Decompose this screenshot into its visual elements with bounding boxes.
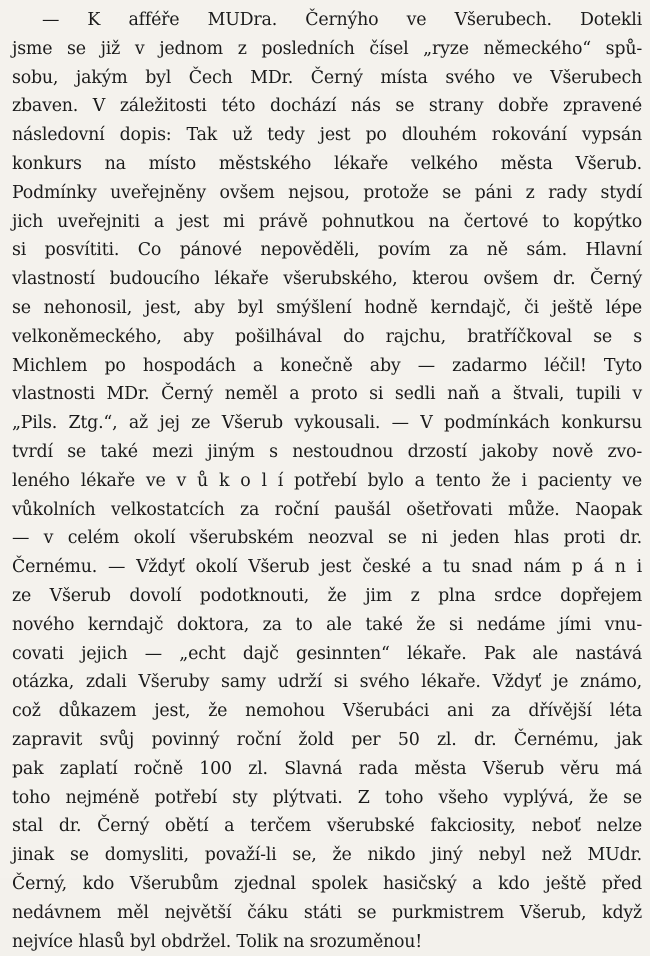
article-line: tvrdí se také mezi jiným s nestoudnou drzostí jakoby nově zvo- xyxy=(12,438,642,467)
article-line: zbaven. V záležitosti této dochází nás se strany dobře zpravené xyxy=(12,92,642,121)
article-line: Černý, kdo Všerubům zjednal spolek hasičský a kdo ještě před xyxy=(12,870,642,899)
article-line: vlastnosti MDr. Černý neměl a proto si sedli naň a štvali, tupili v xyxy=(12,380,642,409)
article-line: jsme se již v jednom z posledních čísel „ryze německého“ spů- xyxy=(12,35,642,64)
article-body xyxy=(12,6,642,956)
article-line: covati jejich — „echt dajč gesinnten“ lékaře. Pak ale nastává xyxy=(12,640,642,669)
article-line: leného lékaře ve v ů k o l í potřebí bylo a tento že i pacienty ve xyxy=(12,467,642,496)
article-line: ze Všerub dovolí podotknouti, že jim z plna srdce dopřejem xyxy=(12,582,642,611)
article-line: velkoněmeckého, aby pošilhával do rajchu, bratříčkoval se s xyxy=(12,323,642,352)
article-line: vlastností budoucího lékaře všerubského, kterou ovšem dr. Černý xyxy=(12,265,642,294)
article-line: „Pils. Ztg.“, až jej ze Všerub vykousali. — V podmínkách konkursu xyxy=(12,409,642,438)
article-line: což důkazem jest, že nemohou Všerubáci ani za dřívější léta xyxy=(12,697,642,726)
article-line: Podmínky uveřejněny ovšem nejsou, protože se páni z rady stydí xyxy=(12,179,642,208)
article-line: se nehonosil, jest, aby byl smýšlení hodně kerndajč, či ještě lépe xyxy=(12,294,642,323)
article-line: toho nejméně potřebí sty plýtvati. Z toho všeho vyplývá, že se xyxy=(12,784,642,813)
article-line: zapravit svůj povinný roční žold per 50 zl. dr. Černému, jak xyxy=(12,726,642,755)
article-line: stal dr. Černý obětí a terčem všerubské fakciosity, neboť nelze xyxy=(12,812,642,841)
article-line: Černému. — Vždyť okolí Všerub jest české a tu snad nám p á n i xyxy=(12,553,642,582)
article-line: sobu, jakým byl Čech MDr. Černý místa svého ve Všerubech xyxy=(12,64,642,93)
article-line: následovní dopis: Tak už tedy jest po dlouhém rokování vypsán xyxy=(12,121,642,150)
article-line: jich uveřejniti a jest mi právě pohnutkou na čertové to kopýtko xyxy=(12,208,642,237)
article-line: vůkolních velkostatcích za roční paušál ošetřovati může. Naopak xyxy=(12,496,642,525)
article-line: nedávnem měl největší čáku státi se purkmistrem Všerub, když xyxy=(12,899,642,928)
article-line: otázka, zdali Všeruby samy udrží si svého lékaře. Vždyť je známo, xyxy=(12,668,642,697)
article-line: konkurs na místo městského lékaře velkého města Všerub. xyxy=(12,150,642,179)
article-line: jinak se domysliti, považí-li se, že nikdo jiný nebyl než MUdr. xyxy=(12,841,642,870)
article-line: — K afféře MUDra. Černýho ve Všerubech. Dotekli xyxy=(12,6,642,35)
article-line: si posvítiti. Co pánové nepověděli, povím za ně sám. Hlavní xyxy=(12,236,642,265)
article-line: pak zaplatí ročně 100 zl. Slavná rada města Všerub věru má xyxy=(12,755,642,784)
article-line: Michlem po hospodách a konečně aby — zadarmo léčil! Tyto xyxy=(12,352,642,381)
article-line: nového kerndajč doktora, za to ale také že si nedáme jími vnu- xyxy=(12,611,642,640)
article-line: — v celém okolí všerubském neozval se ni jeden hlas proti dr. xyxy=(12,524,642,553)
article-line: nejvíce hlasů byl obdržel. Tolik na srozuměnou! xyxy=(12,928,642,956)
